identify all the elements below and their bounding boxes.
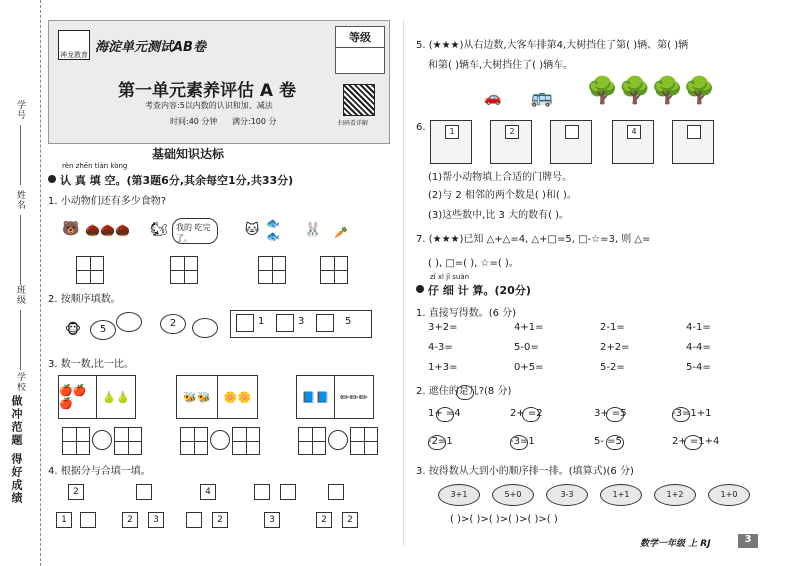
answer-grid[interactable]	[320, 256, 348, 284]
q4-text: 4. 根据分与合填一填。	[48, 466, 151, 477]
tree-top[interactable]: 2	[68, 484, 84, 500]
q7-line2: ( ), □=( ), ☆=( )。	[428, 258, 519, 269]
order-plate: 3+1	[438, 484, 480, 506]
tree-left[interactable]	[186, 512, 202, 528]
calc-item: 5-0=	[514, 342, 539, 353]
answer-grid[interactable]	[76, 256, 104, 284]
sequence-box[interactable]	[316, 314, 334, 332]
hidden-eq: -3=1	[510, 436, 535, 447]
section1-heading: 认 真 填 空。(第3题6分,其余每空1分,共33分)	[60, 174, 294, 187]
class-line	[20, 310, 21, 370]
calc-item: 4-4=	[686, 342, 711, 353]
house	[490, 120, 532, 164]
carrot-icon: 🥕	[334, 225, 348, 239]
order-plate: 1+2	[654, 484, 696, 506]
pencils-icon: ✏✏✏	[340, 390, 368, 404]
tree-left[interactable]: 3	[264, 512, 280, 528]
hidden-eq: 2+ =2	[510, 408, 543, 419]
hidden-eq: 5- =5	[594, 436, 622, 447]
answer-grid[interactable]	[180, 427, 208, 455]
calc-item: 1+3=	[428, 362, 458, 373]
sequence-number: 3	[298, 316, 305, 327]
tree-top[interactable]: 4	[200, 484, 216, 500]
book-label: 数学一年级 上 RJ	[640, 539, 711, 549]
tree-top[interactable]	[254, 484, 270, 500]
house	[672, 120, 714, 164]
grade-label: 等级	[336, 27, 384, 48]
section2-heading: 仔 细 计 算。(20分)	[428, 284, 531, 297]
q6-part3: (3)这些数中,比 3 大的数有( )。	[428, 210, 570, 221]
bear-icon: 🐻	[62, 221, 80, 237]
tree-right[interactable]: 2	[342, 512, 358, 528]
sequence-number: 5	[345, 316, 352, 327]
tree-right[interactable]	[80, 512, 96, 528]
name-line	[20, 215, 21, 285]
calc-item: 0+5=	[514, 362, 544, 373]
tree-left[interactable]: 1	[56, 512, 72, 528]
peach-icon[interactable]	[522, 404, 540, 423]
sequence-box[interactable]	[276, 314, 294, 332]
calc-item: 4+1=	[514, 322, 544, 333]
house	[430, 120, 472, 164]
peach-icon[interactable]	[428, 432, 446, 451]
school-label: 学校	[15, 372, 25, 392]
q7-line1: 7. (★★★)已知 △+△=4, △+□=5, □-☆=3, 则 △=	[416, 234, 651, 245]
q1-text: 1. 小动物们还有多少食物?	[48, 196, 167, 207]
student-id-label: 学号	[15, 100, 25, 120]
answer-grid[interactable]	[232, 427, 260, 455]
student-id-line	[20, 125, 21, 185]
compare-panel	[176, 375, 258, 419]
speech-bubble: 我的 吃完了。	[172, 218, 218, 244]
hidden-eq: 3+ =5	[594, 408, 627, 419]
exam-score: 满分:100 分	[232, 117, 277, 126]
q5-line1: 5. (★★★)从右边数,大客车排第4,大树挡住了第( )辆、第( )辆	[416, 40, 689, 51]
q5-line2: 和第( )辆车,大树挡住了( )辆车。	[428, 60, 574, 71]
peach-icon[interactable]	[672, 404, 690, 423]
section-bullet	[416, 285, 424, 293]
order-answer-line[interactable]: ( )>( )>( )>( )>( )>( )	[450, 514, 558, 525]
calc-item: 3+2=	[428, 322, 458, 333]
peach-icon[interactable]	[510, 432, 528, 451]
q2-text: 2. 按顺序填数。	[48, 294, 121, 305]
car-icon: 🚗	[484, 90, 502, 106]
peach-icon[interactable]	[684, 432, 702, 451]
house	[550, 120, 592, 164]
q6-label: 6.	[416, 122, 426, 133]
class-label: 班级	[15, 285, 25, 305]
books-icon: 📘📘	[301, 390, 330, 404]
q6-part1: (1)帮小动物填上合适的门牌号。	[428, 172, 573, 183]
house-number[interactable]: 2	[505, 125, 519, 139]
flowers-icon: 🌼🌼	[223, 390, 252, 404]
name-label: 姓名	[15, 190, 25, 210]
sequence-circle[interactable]: 5	[90, 320, 116, 340]
binding-margin	[0, 0, 41, 566]
exam-time: 时间:40 分钟	[170, 117, 218, 126]
peach-icon[interactable]	[606, 432, 624, 451]
calc-item: 2+2=	[600, 342, 630, 353]
sequence-circle[interactable]	[192, 318, 218, 338]
brand-title: 海淀单元测试AB卷	[95, 40, 206, 55]
hidden-eq: 2+ =1+4	[672, 436, 720, 447]
qr-label: 扫码看详解	[338, 120, 369, 127]
page-fold	[403, 20, 404, 546]
order-plate: 1+1	[600, 484, 642, 506]
monkey-icon: 🐵	[64, 322, 82, 338]
compare-panel	[296, 375, 374, 419]
acorns-icon: 🌰🌰🌰	[85, 223, 130, 237]
rabbit-icon: 🐰	[304, 222, 322, 238]
cat-icon: 🐱	[244, 222, 260, 238]
tree-top[interactable]	[136, 484, 152, 500]
answer-grid[interactable]	[170, 256, 198, 284]
peach-icon[interactable]	[436, 404, 454, 423]
bus-icon: 🚌	[530, 86, 554, 108]
compare-circle[interactable]	[210, 430, 230, 450]
calc-item: 2-1=	[600, 322, 625, 333]
tree-right[interactable]	[280, 484, 296, 500]
peach-icon	[456, 382, 474, 401]
page-number: 3	[738, 534, 758, 548]
qr-code-icon[interactable]	[343, 84, 375, 116]
calc-q2-text: 2. 遮住的是几?(8 分)	[416, 386, 512, 397]
pinyin-section2: zǐ xì jì suàn	[430, 273, 470, 281]
compare-panel	[58, 375, 136, 419]
trees-icon: 🌳🌳🌳🌳	[586, 76, 716, 106]
answer-grid[interactable]	[258, 256, 286, 284]
tree-right[interactable]: 3	[148, 512, 164, 528]
sequence-box[interactable]	[236, 314, 254, 332]
calc-item: 5-4=	[686, 362, 711, 373]
tree-left[interactable]: 2	[122, 512, 138, 528]
tree-right[interactable]: 2	[212, 512, 228, 528]
section-banner: 基础知识达标	[152, 147, 225, 161]
answer-grid[interactable]	[350, 427, 378, 455]
calc-item: 5-2=	[600, 362, 625, 373]
q3-text: 3. 数一数,比一比。	[48, 359, 134, 370]
apples-icon: 🍎🍎🍎	[59, 384, 87, 410]
house-number[interactable]	[565, 125, 579, 139]
section-bullet	[48, 175, 56, 183]
motto: 做冲范题 得好成绩	[10, 395, 23, 505]
answer-grid[interactable]	[62, 427, 90, 455]
bees-icon: 🐝🐝	[183, 390, 211, 404]
squirrel-icon: 🐿	[150, 222, 168, 238]
tree-left[interactable]: 2	[316, 512, 332, 528]
hidden-eq: -3=1+1	[672, 408, 712, 419]
compare-circle[interactable]	[328, 430, 348, 450]
answer-grid[interactable]	[298, 427, 326, 455]
compare-circle[interactable]	[92, 430, 112, 450]
calc-item: 4-3=	[428, 342, 453, 353]
answer-grid[interactable]	[114, 427, 142, 455]
calc-q3-text: 3. 按得数从大到小的顺序排一排。(填算式)(6 分)	[416, 466, 634, 477]
pinyin-section1: rèn zhēn tián kòng	[62, 162, 128, 170]
fish-icon: 🐟🐟	[266, 217, 280, 243]
house-number[interactable]: 4	[627, 125, 641, 139]
pears-icon: 🍐🍐	[102, 390, 130, 404]
house	[612, 120, 654, 164]
hidden-eq: 1+ =4	[428, 408, 461, 419]
exam-scope: 考查内容:5以内数的认识和加、减法	[145, 101, 273, 110]
calc-item: 4-1=	[686, 322, 711, 333]
grade-box[interactable]	[335, 26, 385, 74]
publisher-logo: 神龙教育	[58, 30, 90, 60]
order-plate: 1+0	[708, 484, 750, 506]
sequence-circle[interactable]: 2	[160, 314, 186, 334]
sequence-number: 1	[258, 316, 265, 327]
peach-icon[interactable]	[606, 404, 624, 423]
tree-top[interactable]	[328, 484, 344, 500]
house-number[interactable]: 1	[445, 125, 459, 139]
sequence-circle[interactable]	[116, 312, 142, 332]
calc-q1-text: 1. 直接写得数。(6 分)	[416, 308, 517, 319]
house-number[interactable]	[687, 125, 701, 139]
q6-part2: (2)与 2 相邻的两个数是( )和( )。	[428, 190, 577, 201]
hidden-eq: -2=1	[428, 436, 453, 447]
order-plate: 5+0	[492, 484, 534, 506]
order-plate: 3-3	[546, 484, 588, 506]
exam-title: 第一单元素养评估 A 卷	[118, 81, 296, 101]
